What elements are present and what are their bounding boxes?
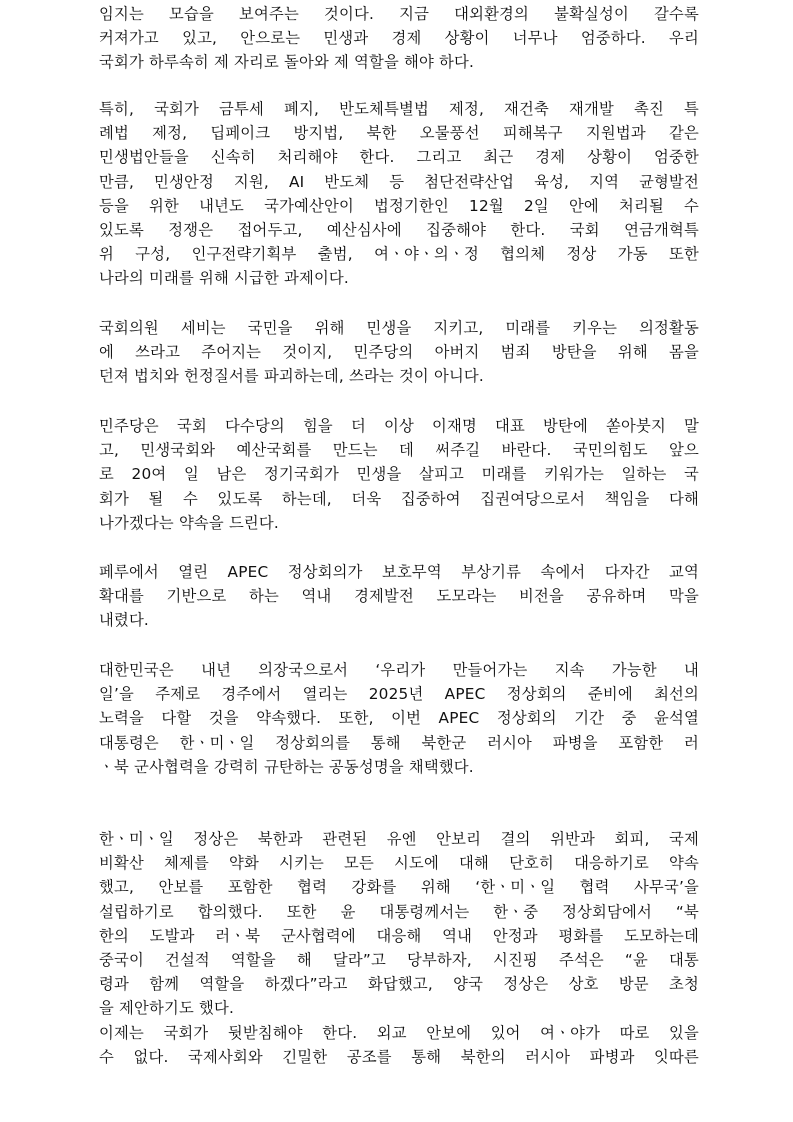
text-line: 국회가 하루속히 제 자리로 돌아와 제 역할을 해야 하다. bbox=[99, 53, 475, 72]
text-line: 임지는 모습을 보여주는 것이다. 지금 대외환경의 불확실성이 갈수록 bbox=[99, 5, 699, 23]
text-line: 확대를 기반으로 하는 역내 경제발전 도모라는 비전을 공유하며 막을 bbox=[99, 587, 699, 606]
text-line: 대한민국은 내년 의장국으로서 ‘우리가 만들어가는 지속 가능한 내 bbox=[99, 661, 699, 679]
paragraph bbox=[99, 414, 699, 535]
text-line: 위 구성, 인구전략기획부 출범, 여ㆍ야ㆍ의ㆍ정 협의체 정상 가동 또한 bbox=[99, 245, 699, 264]
paragraph bbox=[99, 97, 699, 291]
text-line: ㆍ북 군사협력을 강력히 규탄하는 공동성명을 채택했다. bbox=[99, 757, 474, 776]
text-line: 만큼, 민생안정 지원, AI 반도체 등 첨단전략산업 육성, 지역 균형발전 bbox=[99, 172, 699, 191]
text-line: 을 제안하기도 했다. bbox=[99, 999, 235, 1018]
text-line: 에 쓰라고 주어지는 것이지, 민주당의 아버지 범죄 방탄을 위해 몸을 bbox=[99, 343, 699, 362]
text-line: 령과 함께 역할을 하겠다”라고 화답했고, 양국 정상은 상호 방문 초청 bbox=[99, 975, 699, 994]
text-line: 민생법안들을 신속히 처리해야 한다. 그리고 최근 경제 상황이 엄중한 bbox=[99, 148, 699, 167]
paragraph bbox=[99, 1021, 699, 1069]
text-line: 등을 위한 내년도 국가예산안이 법정기한인 12월 2일 안에 처리될 수 bbox=[99, 196, 699, 215]
text-line: 대통령은 한ㆍ미ㆍ일 정상회의를 통해 북한군 러시아 파병을 포함한 러 bbox=[99, 733, 699, 752]
text-line: 민주당은 국회 다수당의 힘을 더 이상 이재명 대표 방탄에 쏟아붓지 말 bbox=[99, 417, 699, 435]
text-line: 노력을 다할 것을 약속했다. 또한, 이번 APEC 정상회의 기간 중 윤석열 bbox=[99, 709, 699, 728]
text-line: 고, 민생국회와 예산국회를 만드는 데 써주길 바란다. 국민의힘도 앞으 bbox=[99, 441, 699, 460]
paragraph bbox=[99, 316, 699, 389]
text-line: 비확산 체제를 약화 시키는 모든 시도에 대해 단호히 대응하기로 약속 bbox=[99, 854, 699, 873]
text-line: 일’을 주제로 경주에서 열리는 2025년 APEC 정상회의 준비에 최선의 bbox=[99, 685, 699, 704]
text-line: 수 없다. 국제사회와 긴밀한 공조를 통해 북한의 러시아 파병과 잇따른 bbox=[99, 1048, 699, 1067]
text-line: 이제는 국회가 뒷받침해야 한다. 외교 안보에 있어 여ㆍ야가 따로 있을 bbox=[99, 1024, 699, 1042]
text-line: 한ㆍ미ㆍ일 정상은 북한과 관련된 유엔 안보리 결의 위반과 회피, 국제 bbox=[99, 830, 699, 848]
text-line: 나가겠다는 약속을 드린다. bbox=[99, 513, 279, 532]
paragraph bbox=[99, 658, 699, 779]
text-line: 회가 될 수 있도록 하는데, 더욱 집중하여 집권여당으로서 책임을 다해 bbox=[99, 489, 699, 508]
text-line: 있도록 정쟁은 접어두고, 예산심사에 집중해야 한다. 국회 연금개혁특 bbox=[99, 220, 699, 239]
text-line: 한의 도발과 러ㆍ북 군사협력에 대응해 역내 안정과 평화를 도모하는데 bbox=[99, 926, 699, 945]
text-line: 내렸다. bbox=[99, 611, 149, 630]
text-line: 국회의원 세비는 국민을 위해 민생을 지키고, 미래를 키우는 의정활동 bbox=[99, 319, 699, 337]
text-line: 특히, 국회가 금투세 폐지, 반도체특별법 제정, 재건축 재개발 촉진 특 bbox=[99, 100, 699, 118]
text-line: 던져 법치와 헌정질서를 파괴하는데, 쓰라는 것이 아니다. bbox=[99, 367, 484, 386]
text-line: 커져가고 있고, 안으로는 민생과 경제 상황이 너무나 엄중하다. 우리 bbox=[99, 29, 699, 48]
text-line: 로 20여 일 남은 정기국회가 민생을 살피고 미래를 키워가는 일하는 국 bbox=[99, 465, 699, 484]
paragraph bbox=[99, 827, 699, 1021]
text-line: 페루에서 열린 APEC 정상회의가 보호무역 부상기류 속에서 다자간 교역 bbox=[99, 563, 699, 581]
text-line: 설립하기로 합의했다. 또한 윤 대통령께서는 한ㆍ중 정상회담에서 “북 bbox=[99, 902, 699, 921]
paragraph bbox=[99, 560, 699, 633]
text-line: 했고, 안보를 포함한 협력 강화를 위해 ‘한ㆍ미ㆍ일 협력 사무국’을 bbox=[99, 878, 699, 897]
paragraph bbox=[99, 2, 699, 75]
text-line: 례법 제정, 딥페이크 방지법, 북한 오물풍선 피해복구 지원법과 같은 bbox=[99, 124, 699, 143]
text-line: 나라의 미래를 위해 시급한 과제이다. bbox=[99, 269, 349, 288]
text-line: 중국이 건설적 역할을 해 달라”고 당부하자, 시진핑 주석은 “윤 대통 bbox=[99, 950, 699, 969]
